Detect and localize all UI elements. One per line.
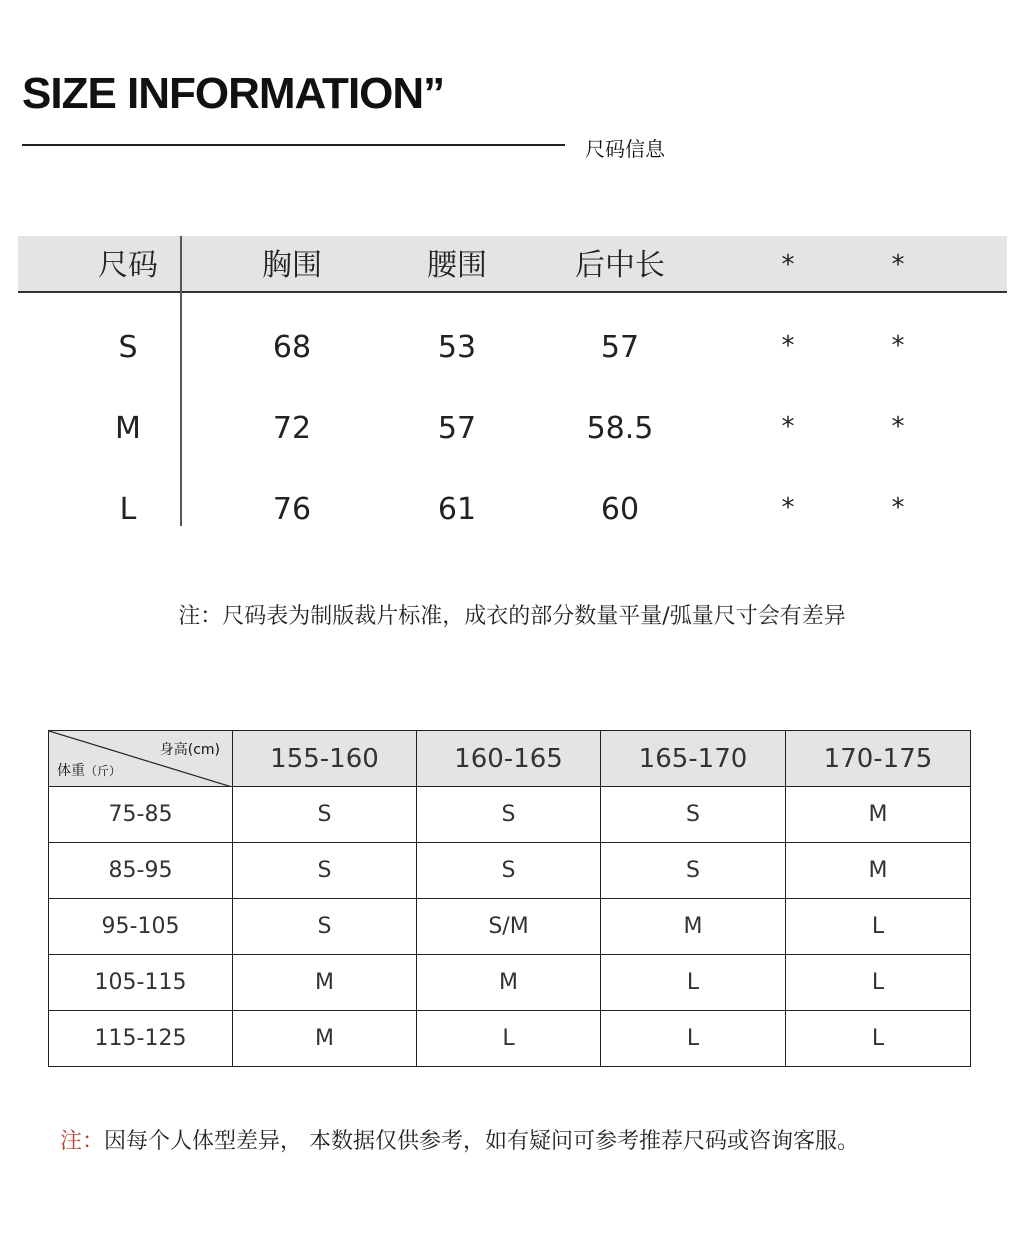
- size-cell: S: [601, 843, 786, 899]
- column-header-extra-1: *: [781, 250, 795, 280]
- chest-cell: 68: [272, 330, 312, 365]
- size-cell: L: [786, 955, 971, 1011]
- length-cell: 60: [600, 492, 640, 527]
- extra-cell: *: [781, 412, 795, 442]
- extra-cell: *: [891, 493, 905, 523]
- length-cell: 57: [600, 330, 640, 365]
- height-column-header: 165-170: [601, 731, 786, 787]
- size-cell: S: [417, 787, 601, 843]
- size-cell: L: [417, 1011, 601, 1067]
- column-header-waist: 腰围: [427, 248, 487, 283]
- height-axis-label: 身高(cm): [159, 742, 220, 758]
- size-cell: S/M: [417, 899, 601, 955]
- height-column-header: 160-165: [417, 731, 601, 787]
- measurement-note: 注：尺码表为制版裁片标准，成衣的部分数量平量/弧量尺寸会有差异: [178, 604, 846, 629]
- weight-cell: 75-85: [49, 787, 233, 843]
- table-row: [49, 843, 971, 899]
- size-cell: M: [233, 1011, 417, 1067]
- size-cell: L: [119, 492, 137, 527]
- weight-cell: 115-125: [49, 1011, 233, 1067]
- column-header-extra-2: *: [891, 250, 905, 280]
- size-cell: L: [601, 1011, 786, 1067]
- size-cell: S: [118, 330, 138, 365]
- weight-unit: （斤）: [85, 764, 122, 778]
- size-cell: S: [417, 843, 601, 899]
- size-cell: M: [233, 955, 417, 1011]
- weight-cell: 85-95: [49, 843, 233, 899]
- length-cell: 58.5: [586, 411, 654, 446]
- size-cell: L: [786, 1011, 971, 1067]
- height-column-header: 155-160: [233, 731, 417, 787]
- table-row: [49, 955, 971, 1011]
- size-cell: M: [786, 787, 971, 843]
- extra-cell: *: [891, 331, 905, 361]
- waist-cell: 53: [437, 330, 477, 365]
- reference-note: [60, 1124, 859, 1155]
- weight-axis-label: [57, 760, 121, 780]
- size-cell: M: [601, 899, 786, 955]
- table-row: [49, 899, 971, 955]
- column-header-chest: 胸围: [262, 248, 322, 283]
- note-text: 因每个人体型差异， 本数据仅供参考，如有疑问可参考推荐尺码或咨询客服。: [104, 1129, 860, 1154]
- size-cell: S: [233, 899, 417, 955]
- extra-cell: *: [891, 412, 905, 442]
- table-row: [49, 1011, 971, 1067]
- column-header-length: 后中长: [575, 248, 665, 283]
- size-cell: M: [786, 843, 971, 899]
- chest-cell: 72: [272, 411, 312, 446]
- note-prefix: 注：: [60, 1129, 105, 1154]
- size-cell: S: [233, 843, 417, 899]
- height-column-header: 170-175: [786, 731, 971, 787]
- size-cell: S: [233, 787, 417, 843]
- table-row: [49, 787, 971, 843]
- size-cell: L: [601, 955, 786, 1011]
- column-header-size: 尺码: [98, 248, 158, 283]
- header-divider: [18, 291, 1007, 293]
- size-cell: S: [601, 787, 786, 843]
- size-cell: M: [417, 955, 601, 1011]
- weight-cell: 105-115: [49, 955, 233, 1011]
- corner-cell: [49, 731, 233, 787]
- weight-label-text: 体重: [57, 763, 85, 779]
- extra-cell: *: [781, 493, 795, 523]
- size-recommendation-table: [48, 730, 971, 1067]
- waist-cell: 57: [437, 411, 477, 446]
- table-header-row: [49, 731, 971, 787]
- weight-cell: 95-105: [49, 899, 233, 955]
- title-divider: [22, 144, 565, 146]
- page-title: SIZE INFORMATION”: [22, 69, 445, 118]
- size-cell: M: [115, 411, 141, 446]
- extra-cell: *: [781, 331, 795, 361]
- chest-cell: 76: [272, 492, 312, 527]
- page-subtitle: 尺码信息: [585, 137, 665, 161]
- size-cell: L: [786, 899, 971, 955]
- waist-cell: 61: [437, 492, 477, 527]
